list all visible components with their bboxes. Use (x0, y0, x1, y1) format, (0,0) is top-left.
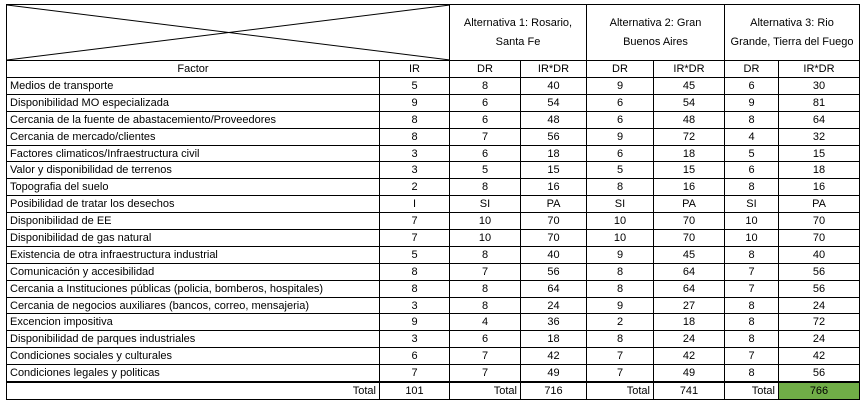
cell-a1-dr[interactable]: 6 (450, 331, 521, 348)
cell-a1-irdr[interactable]: 24 (521, 297, 587, 314)
cell-a2-irdr[interactable]: 72 (654, 128, 725, 145)
cell-a2-dr[interactable]: 9 (587, 297, 654, 314)
cell-a3-irdr[interactable]: 18 (779, 162, 860, 179)
cell-a2-irdr[interactable]: PA (654, 196, 725, 213)
cell-a2-irdr[interactable]: 64 (654, 263, 725, 280)
cell-a2-dr[interactable]: 7 (587, 365, 654, 382)
cell-a1-irdr[interactable]: 54 (521, 94, 587, 111)
cell-a3-dr[interactable]: 8 (725, 314, 779, 331)
cell-a2-dr[interactable]: 6 (587, 94, 654, 111)
cell-factor[interactable]: Condiciones legales y politicas (7, 365, 380, 382)
cell-factor[interactable]: Disponibilidad de EE (7, 213, 380, 230)
cell-a2-dr[interactable]: 8 (587, 179, 654, 196)
cell-a3-dr[interactable]: 8 (725, 179, 779, 196)
cell-a1-irdr[interactable]: 18 (521, 331, 587, 348)
cell-a3-irdr[interactable]: 56 (779, 263, 860, 280)
col-header-a3-irdr[interactable]: IR*DR (779, 61, 860, 78)
header-row (7, 5, 860, 61)
cell-ir[interactable]: 3 (380, 297, 450, 314)
col-header-a3-dr[interactable]: DR (725, 61, 779, 78)
table-row (7, 246, 860, 263)
cell-a3-dr[interactable]: 7 (725, 263, 779, 280)
col-header-a2-irdr[interactable]: IR*DR (654, 61, 725, 78)
cell-ir[interactable]: 7 (380, 365, 450, 382)
cell-ir[interactable]: 8 (380, 263, 450, 280)
table-row (7, 314, 860, 331)
cell-a2-dr[interactable]: 7 (587, 348, 654, 365)
cell-a3-dr[interactable]: 8 (725, 331, 779, 348)
cell-a3-irdr[interactable]: 32 (779, 128, 860, 145)
cell-ir[interactable]: 6 (380, 348, 450, 365)
total-a3-label[interactable]: Total (725, 382, 779, 399)
cell-a2-irdr[interactable]: 49 (654, 365, 725, 382)
table-row (7, 196, 860, 213)
cell-a1-dr[interactable]: 7 (450, 128, 521, 145)
cell-a2-dr[interactable]: 10 (587, 213, 654, 230)
cell-a3-irdr[interactable]: 56 (779, 365, 860, 382)
cell-a3-dr[interactable]: 8 (725, 111, 779, 128)
cell-a2-irdr[interactable]: 48 (654, 111, 725, 128)
cell-factor[interactable]: Valor y disponibilidad de terrenos (7, 162, 380, 179)
cell-a2-dr[interactable]: 10 (587, 230, 654, 247)
cell-factor[interactable]: Factores climaticos/Infraestructura civil (7, 145, 380, 162)
cell-a2-irdr[interactable]: 18 (654, 314, 725, 331)
cell-a3-dr[interactable]: 5 (725, 145, 779, 162)
corner-cell[interactable] (7, 5, 450, 61)
table-row (7, 280, 860, 297)
cell-a2-dr[interactable]: 9 (587, 246, 654, 263)
cell-ir[interactable]: 9 (380, 314, 450, 331)
cell-a1-irdr[interactable]: 36 (521, 314, 587, 331)
cell-a1-irdr[interactable]: 56 (521, 128, 587, 145)
cell-a2-irdr[interactable]: 45 (654, 78, 725, 95)
cell-a3-irdr[interactable]: 15 (779, 145, 860, 162)
col-header-a2-dr[interactable]: DR (587, 61, 654, 78)
cell-a1-irdr[interactable]: 48 (521, 111, 587, 128)
cell-a1-dr[interactable]: 8 (450, 246, 521, 263)
cell-a3-dr[interactable]: 4 (725, 128, 779, 145)
total-a1-label[interactable]: Total (450, 382, 521, 399)
cell-a2-dr[interactable]: 6 (587, 145, 654, 162)
table-row (7, 111, 860, 128)
cell-ir[interactable]: I (380, 196, 450, 213)
cell-a1-irdr[interactable]: 40 (521, 78, 587, 95)
table-row (7, 365, 860, 382)
cell-a3-irdr[interactable]: 24 (779, 331, 860, 348)
cell-a1-irdr[interactable]: 15 (521, 162, 587, 179)
cell-a1-dr[interactable]: 4 (450, 314, 521, 331)
cell-a3-dr[interactable]: 9 (725, 94, 779, 111)
col-header-a1-irdr[interactable]: IR*DR (521, 61, 587, 78)
cell-factor[interactable]: Existencia de otra infraestructura industrial (7, 246, 380, 263)
table-row (7, 94, 860, 111)
cell-a1-dr[interactable]: 7 (450, 263, 521, 280)
cell-factor[interactable]: Posibilidad de tratar los desechos (7, 196, 380, 213)
cell-a1-dr[interactable]: SI (450, 196, 521, 213)
cell-a2-irdr[interactable]: 27 (654, 297, 725, 314)
cell-a3-irdr[interactable]: 24 (779, 297, 860, 314)
cell-factor[interactable]: Cercania de negocios auxiliares (bancos, correo, mensajeria) (7, 297, 380, 314)
cell-ir[interactable]: 3 (380, 145, 450, 162)
cell-a2-dr[interactable]: 9 (587, 128, 654, 145)
cell-a1-irdr[interactable]: 70 (521, 213, 587, 230)
cell-a1-dr[interactable]: 8 (450, 179, 521, 196)
cell-a2-irdr[interactable]: 45 (654, 246, 725, 263)
cell-a3-irdr[interactable]: 30 (779, 78, 860, 95)
total-a3-value[interactable]: 766 (779, 382, 860, 399)
cell-factor[interactable]: Cercania de mercado/clientes (7, 128, 380, 145)
cell-a1-dr[interactable]: 6 (450, 94, 521, 111)
total-a2-label[interactable]: Total (587, 382, 654, 399)
cell-a3-irdr[interactable]: 16 (779, 179, 860, 196)
cell-factor[interactable]: Excencion impositiva (7, 314, 380, 331)
cell-a3-dr[interactable]: 7 (725, 348, 779, 365)
cell-a3-dr[interactable]: 10 (725, 213, 779, 230)
cell-a1-irdr[interactable]: 18 (521, 145, 587, 162)
cell-a2-dr[interactable]: 6 (587, 111, 654, 128)
header-alternative-1[interactable]: Alternativa 1: Rosario, Santa Fe (450, 5, 587, 61)
cell-a1-irdr[interactable]: PA (521, 196, 587, 213)
cell-a2-dr[interactable]: 2 (587, 314, 654, 331)
total-a2-value[interactable]: 741 (654, 382, 725, 399)
table-row (7, 128, 860, 145)
cell-ir[interactable]: 5 (380, 246, 450, 263)
cell-a1-dr[interactable]: 7 (450, 365, 521, 382)
diagonal-cross-icon (7, 5, 450, 60)
cell-a2-irdr[interactable]: 15 (654, 162, 725, 179)
cell-a3-irdr[interactable]: 81 (779, 94, 860, 111)
cell-ir[interactable]: 8 (380, 128, 450, 145)
table-row (7, 348, 860, 365)
cell-a2-dr[interactable]: 8 (587, 280, 654, 297)
cell-a1-irdr[interactable]: 49 (521, 365, 587, 382)
cell-a1-dr[interactable]: 8 (450, 297, 521, 314)
cell-a3-irdr[interactable]: 64 (779, 111, 860, 128)
table-row (7, 78, 860, 95)
cell-factor[interactable]: Cercania a Instituciones públicas (policia, bomberos, hospitales) (7, 280, 380, 297)
table-row (7, 331, 860, 348)
table-row (7, 230, 860, 247)
cell-a1-irdr[interactable]: 56 (521, 263, 587, 280)
cell-a1-irdr[interactable]: 64 (521, 280, 587, 297)
cell-a3-irdr[interactable]: PA (779, 196, 860, 213)
cell-a1-irdr[interactable]: 42 (521, 348, 587, 365)
cell-factor[interactable]: Comunicación y accesibilidad (7, 263, 380, 280)
cell-a2-irdr[interactable]: 70 (654, 213, 725, 230)
cell-a2-dr[interactable]: 8 (587, 263, 654, 280)
spreadsheet-area (6, 4, 860, 400)
cell-a2-irdr[interactable]: 64 (654, 280, 725, 297)
cell-a2-irdr[interactable]: 70 (654, 230, 725, 247)
cell-ir[interactable]: 8 (380, 280, 450, 297)
cell-a3-dr[interactable]: 8 (725, 297, 779, 314)
table-row (7, 263, 860, 280)
cell-a1-dr[interactable]: 6 (450, 145, 521, 162)
cell-ir[interactable]: 8 (380, 111, 450, 128)
cell-factor[interactable]: Disponibilidad de parques industriales (7, 331, 380, 348)
col-header-a1-dr[interactable]: DR (450, 61, 521, 78)
cell-a3-dr[interactable]: 7 (725, 280, 779, 297)
cell-a1-dr[interactable]: 10 (450, 213, 521, 230)
cell-a1-dr[interactable]: 8 (450, 78, 521, 95)
cell-a2-dr[interactable]: 8 (587, 331, 654, 348)
cell-factor[interactable]: Cercania de la fuente de abastacemiento/Proveedores (7, 111, 380, 128)
cell-a3-irdr[interactable]: 56 (779, 280, 860, 297)
cell-a3-dr[interactable]: 6 (725, 162, 779, 179)
col-header-ir[interactable]: IR (380, 61, 450, 78)
cell-a3-irdr[interactable]: 40 (779, 246, 860, 263)
cell-factor[interactable]: Disponibilidad de gas natural (7, 230, 380, 247)
cell-ir[interactable]: 3 (380, 331, 450, 348)
cell-a2-dr[interactable]: 9 (587, 78, 654, 95)
table-row (7, 162, 860, 179)
cell-a1-irdr[interactable]: 40 (521, 246, 587, 263)
cell-ir[interactable]: 2 (380, 179, 450, 196)
cell-a2-irdr[interactable]: 54 (654, 94, 725, 111)
cell-a2-irdr[interactable]: 16 (654, 179, 725, 196)
cell-a3-dr[interactable]: 10 (725, 230, 779, 247)
header-alternative-2[interactable]: Alternativa 2: Gran Buenos Aires (587, 5, 725, 61)
cell-a3-dr[interactable]: 8 (725, 246, 779, 263)
cell-factor[interactable]: Condiciones sociales y culturales (7, 348, 380, 365)
cell-a3-irdr[interactable]: 70 (779, 230, 860, 247)
cell-ir[interactable]: 9 (380, 94, 450, 111)
cell-a1-dr[interactable]: 7 (450, 348, 521, 365)
cell-factor[interactable]: Medios de transporte (7, 78, 380, 95)
cell-a1-dr[interactable]: 5 (450, 162, 521, 179)
total-row (7, 382, 860, 399)
total-ir[interactable]: 101 (380, 382, 450, 399)
cell-factor[interactable]: Disponibilidad MO especializada (7, 94, 380, 111)
cell-ir[interactable]: 3 (380, 162, 450, 179)
cell-a1-irdr[interactable]: 70 (521, 230, 587, 247)
table-row (7, 213, 860, 230)
table-row (7, 145, 860, 162)
cell-a2-dr[interactable]: 5 (587, 162, 654, 179)
cell-a3-irdr[interactable]: 70 (779, 213, 860, 230)
cell-a1-dr[interactable]: 6 (450, 111, 521, 128)
cell-a2-irdr[interactable]: 18 (654, 145, 725, 162)
cell-factor[interactable]: Topografia del suelo (7, 179, 380, 196)
total-label[interactable]: Total (7, 382, 380, 399)
cell-a1-irdr[interactable]: 16 (521, 179, 587, 196)
column-header-row (7, 61, 860, 78)
cell-a3-dr[interactable]: 8 (725, 365, 779, 382)
cell-a2-dr[interactable]: SI (587, 196, 654, 213)
table-row (7, 297, 860, 314)
cell-a3-dr[interactable]: SI (725, 196, 779, 213)
total-a1-value[interactable]: 716 (521, 382, 587, 399)
cell-ir[interactable]: 5 (380, 78, 450, 95)
cell-a1-dr[interactable]: 10 (450, 230, 521, 247)
cell-ir[interactable]: 7 (380, 230, 450, 247)
cell-a2-irdr[interactable]: 42 (654, 348, 725, 365)
col-header-factor[interactable]: Factor (7, 61, 380, 78)
cell-a3-dr[interactable]: 6 (725, 78, 779, 95)
cell-a1-dr[interactable]: 8 (450, 280, 521, 297)
location-factor-table (6, 4, 860, 400)
header-alternative-3[interactable]: Alternativa 3: Rio Grande, Tierra del Fuego (725, 5, 860, 61)
cell-a3-irdr[interactable]: 42 (779, 348, 860, 365)
table-row (7, 179, 860, 196)
cell-a3-irdr[interactable]: 72 (779, 314, 860, 331)
cell-ir[interactable]: 7 (380, 213, 450, 230)
cell-a2-irdr[interactable]: 24 (654, 331, 725, 348)
